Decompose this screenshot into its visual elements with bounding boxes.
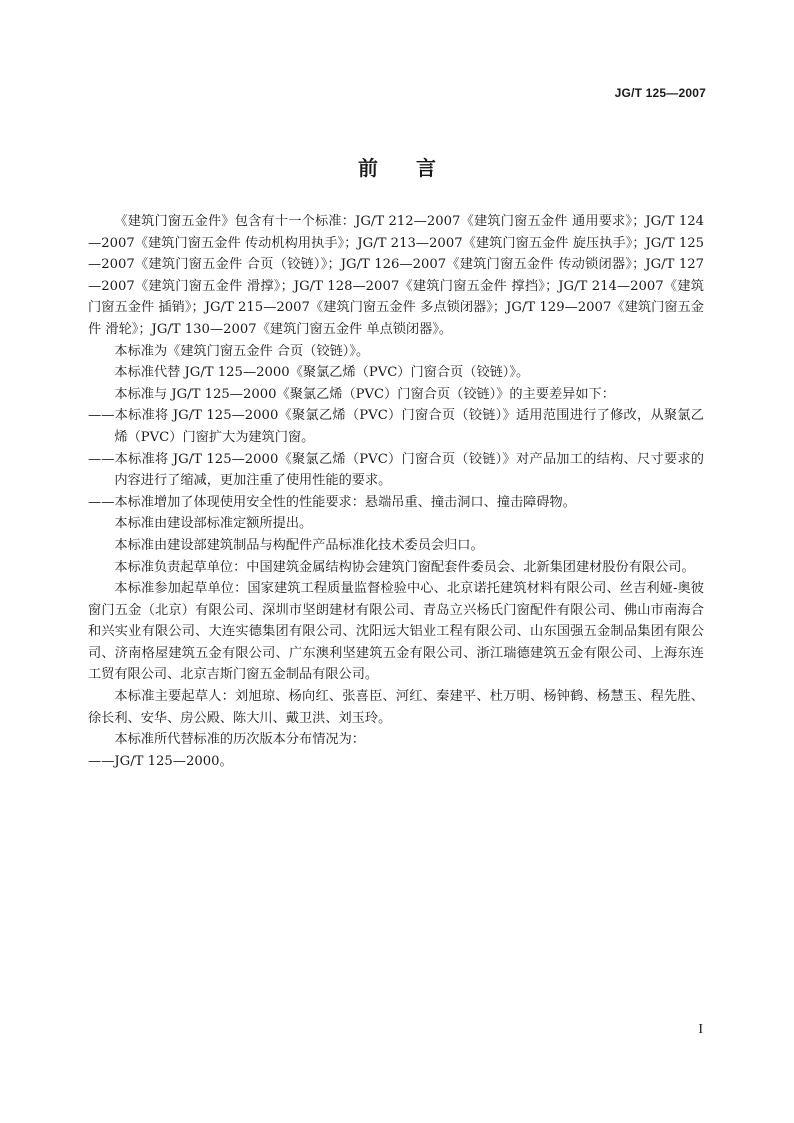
paragraph-drafters: 本标准主要起草人：刘旭琼、杨向红、张喜臣、河红、秦建平、杜万明、杨钟鹤、杨慧玉、程先胜、徐长利、安华、房公殿、陈大川、戴卫洪、刘玉玲。	[88, 689, 704, 726]
difference-item: ——本标准将 JG/T 125—2000《聚氯乙烯（PVC）门窗合页（铰链）》对产品加工的结构、尺寸要求的内容进行了缩减，更加注重了使用性能的要求。	[88, 451, 704, 489]
page-number: I	[698, 1022, 703, 1037]
paragraph-standards-list: 《建筑门窗五金件》包含有十一个标准：JG/T 212—2007《建筑门窗五金件 通用要求》；JG/T 124—2007《建筑门窗五金件 传动机构用执手》；JG/T 213—2007《建筑门窗五金件 旋压执手》；JG/T 125—2007《建筑门窗五金件 合页（铰链）》；JG/T 126—2007《建筑门窗五金件 传动锁闭器》；JG/T 127—2007《建筑门窗五金件 滑撑》；JG/T 128—2007《建筑门窗五金件 撑挡》；JG/T 214—2007《建筑门窗五金件 插销》；JG/T 215—2007《建筑门窗五金件 多点锁闭器》；JG/T 129—2007《建筑门窗五金件 滑轮》；JG/T 130—2007《建筑门窗五金件 单点锁闭器》。	[88, 214, 704, 337]
paragraph-replaces: 本标准代替 JG/T 125—2000《聚氯乙烯（PVC）门窗合页（铰链）》。	[114, 365, 530, 381]
paragraph-proposed-by: 本标准由建设部标准定额所提出。	[114, 516, 313, 532]
document-body	[88, 211, 704, 772]
paragraph-differences-intro: 本标准与 JG/T 125—2000《聚氯乙烯（PVC）门窗合页（铰链）》的主要差异如下：	[114, 386, 615, 402]
history-item: ——JG/T 125—2000。	[88, 753, 233, 769]
paragraph-history-intro: 本标准所代替标准的历次版本分布情况为：	[114, 732, 365, 748]
standard-code: JG/T 125—2007	[614, 86, 706, 100]
difference-item: ——本标准将 JG/T 125—2000《聚氯乙烯（PVC）门窗合页（铰链）》适用范围进行了修改，从聚氯乙烯（PVC）门窗扩大为建筑门窗。	[88, 408, 704, 445]
page-title: 前言	[358, 156, 474, 180]
paragraph-this-standard: 本标准为《建筑门窗五金件 合页（铰链）》。	[114, 343, 370, 359]
paragraph-administered-by: 本标准由建设部建筑制品与构配件产品标准化技术委员会归口。	[114, 537, 484, 553]
paragraph-participating-units: 本标准参加起草单位：国家建筑工程质量监督检验中心、北京诺托建筑材料有限公司、丝吉利娅-奥彼窗门五金（北京）有限公司、深圳市坚朗建材有限公司、青岛立兴杨氏门窗配件有限公司、佛山市南海合和兴实业有限公司、大连实德集团有限公司、沈阳远大铝业工程有限公司、山东国强五金制品集团有限公司、济南格屋建筑五金有限公司、广东澳利坚建筑五金有限公司、浙江瑞德建筑五金有限公司、上海东连工贸有限公司、北京吉斯门窗五金制品有限公司。	[88, 581, 704, 683]
difference-item: ——本标准增加了体现使用安全性的性能要求：悬端吊重、撞击洞口、撞击障碍物。	[88, 494, 576, 510]
paragraph-main-drafting-unit: 本标准负责起草单位：中国建筑金属结构协会建筑门窗配套件委员会、北新集团建材股份有限公司。	[114, 559, 695, 575]
